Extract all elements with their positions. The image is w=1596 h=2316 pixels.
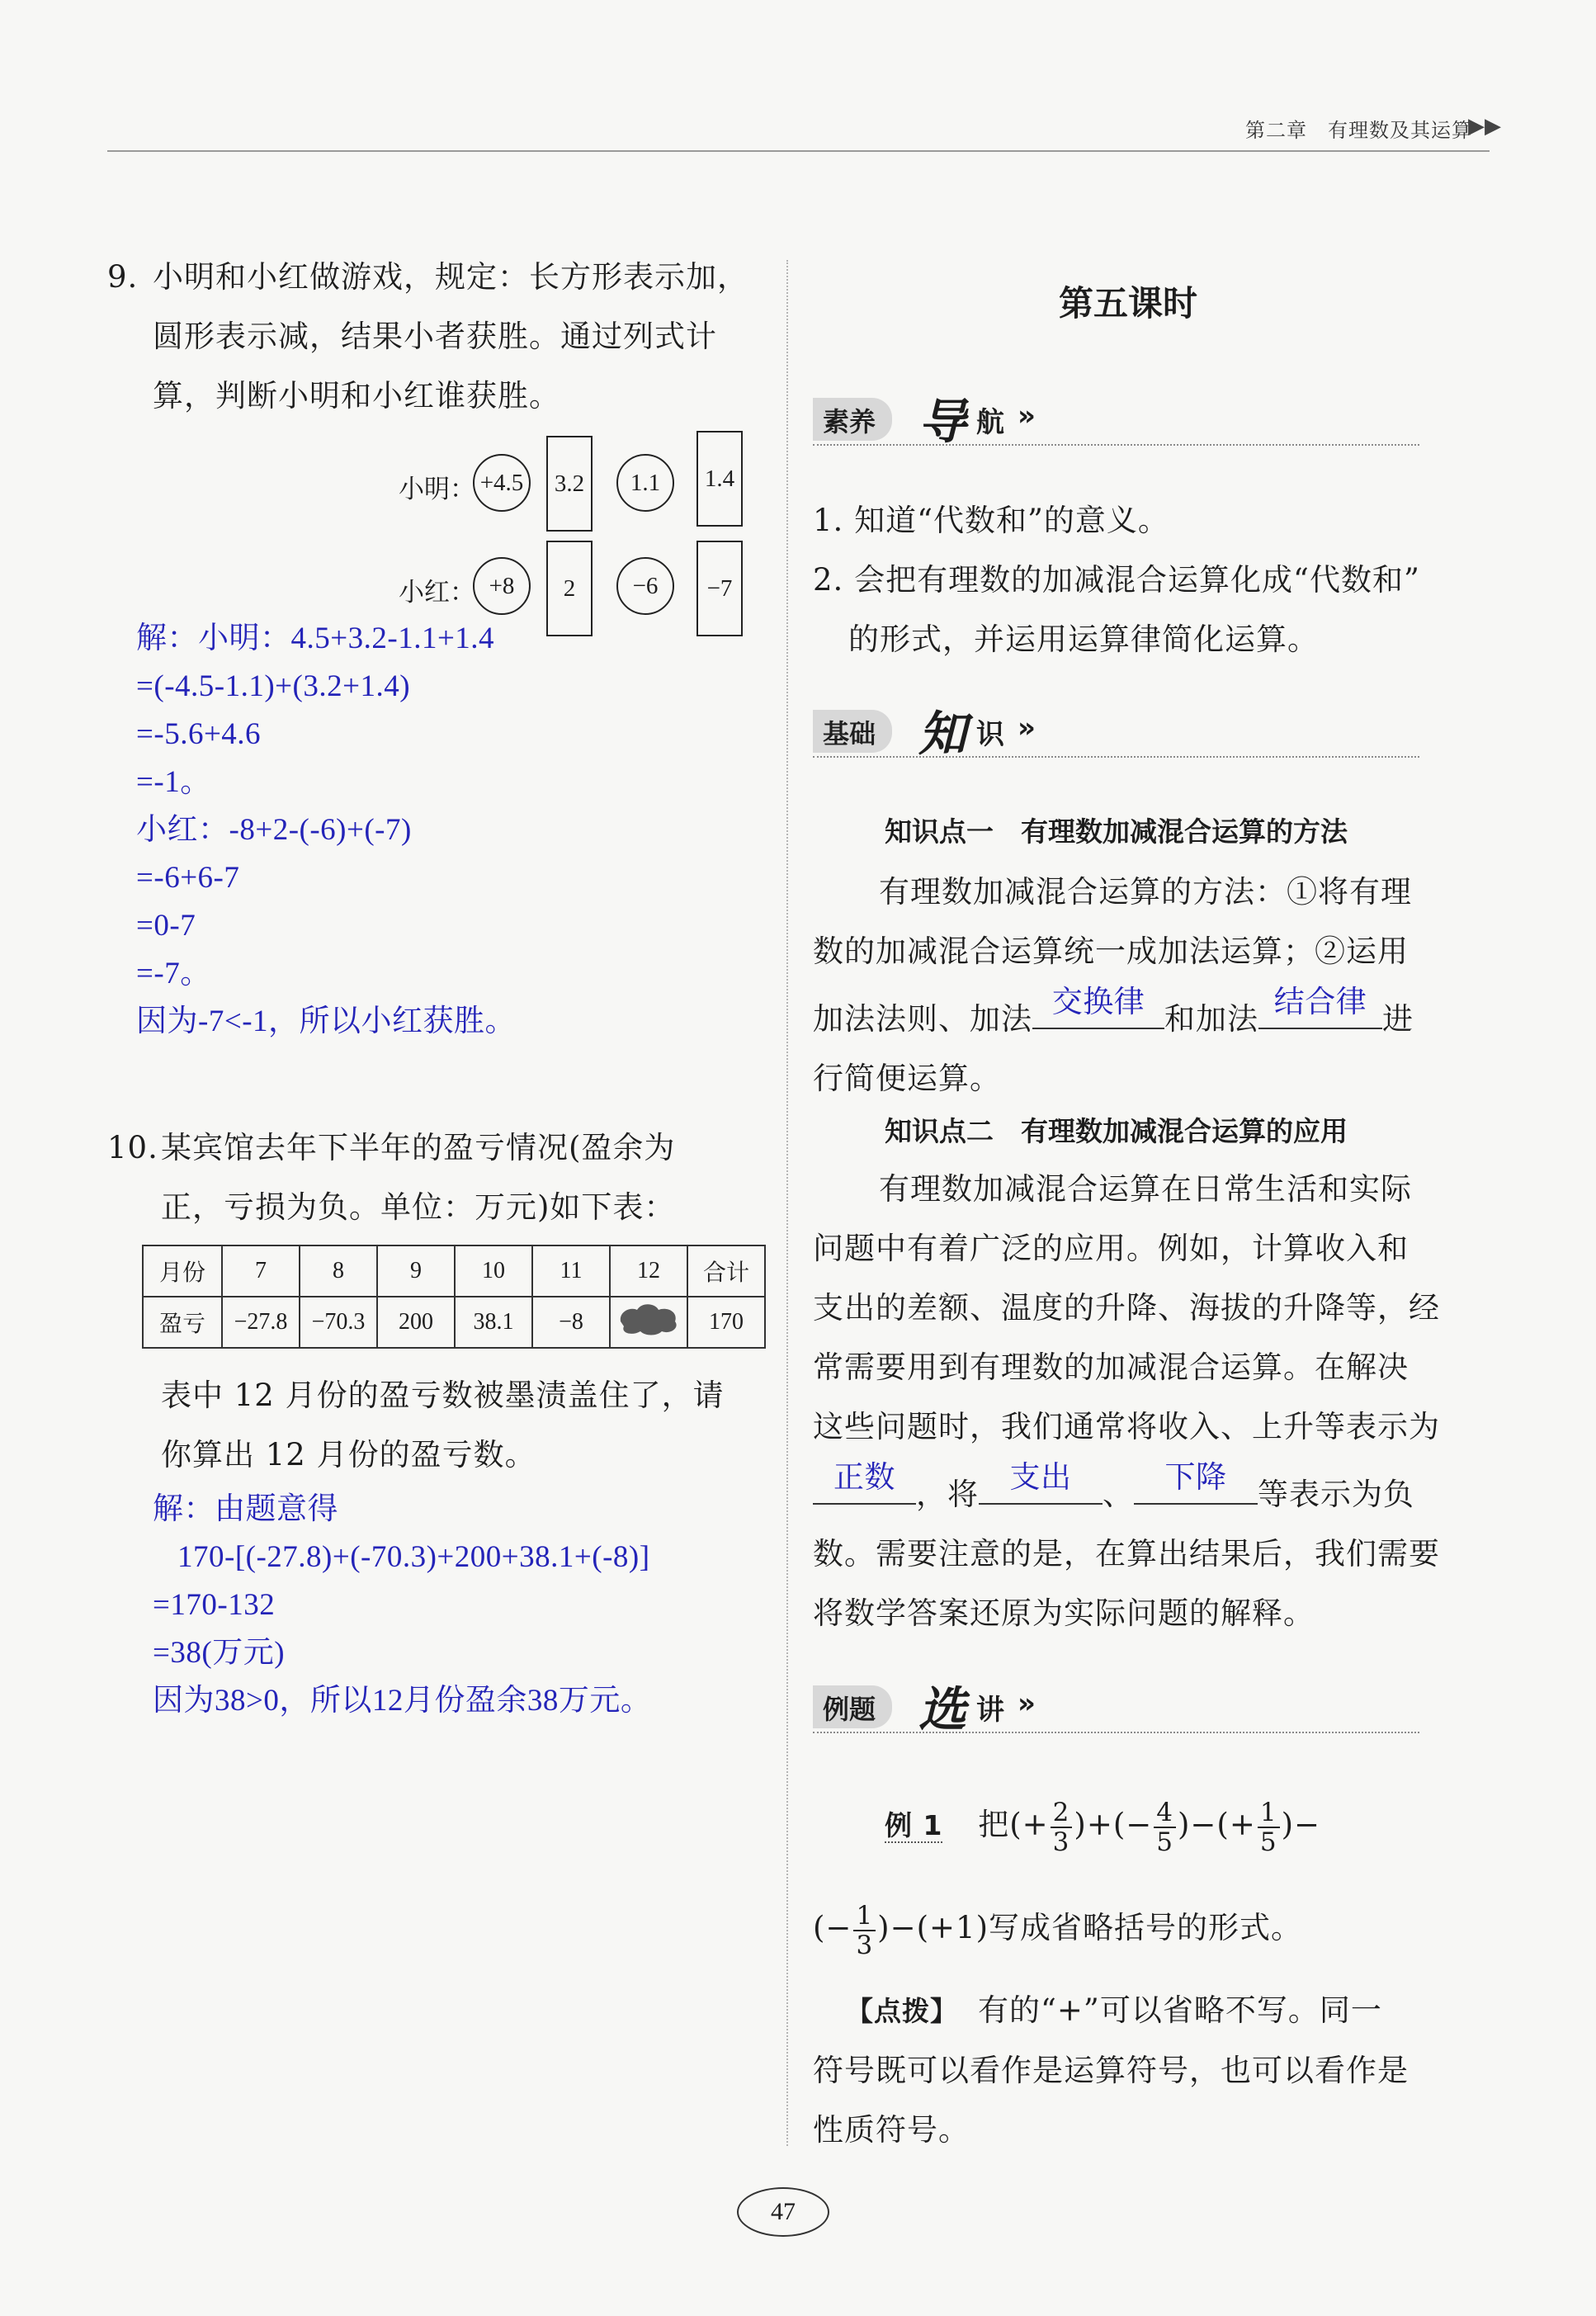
example-line1 — [885, 1795, 1479, 1856]
table-cell: −70.3 — [300, 1297, 377, 1348]
table-row — [143, 1297, 765, 1348]
example-text: )+(− — [1074, 1807, 1153, 1842]
kp1-text: 进 — [1382, 1001, 1414, 1037]
q10-answer-line: 解：由题意得 — [153, 1492, 338, 1526]
numerator: 2 — [1051, 1798, 1073, 1828]
hint-block — [813, 1981, 1473, 2160]
kp1-text: 加法法则、加法 — [813, 1001, 1032, 1037]
learning-goals — [813, 491, 1473, 669]
table-row — [143, 1245, 765, 1297]
q9-answer-line: =-5.6+4.6 — [136, 717, 262, 751]
fraction — [1258, 1798, 1280, 1856]
fraction — [853, 1902, 876, 1959]
table-cell: 9 — [377, 1245, 455, 1297]
ming-rect-1: 3.2 — [546, 436, 593, 532]
table-cell: 170 — [687, 1297, 765, 1348]
q10-answer-line: 170-[(-27.8)+(-70.3)+200+38.1+(-8)] — [177, 1540, 650, 1574]
banner-tail: 讲 — [976, 1694, 1004, 1727]
hint-text: 有的“+”可以省略不写。同一 — [978, 1992, 1382, 2028]
banner-dotted-rule — [813, 1732, 1419, 1733]
numerator: 1 — [853, 1902, 876, 1931]
ming-label: 小明： — [399, 475, 475, 504]
q9-stem — [153, 248, 763, 426]
table-cell: 8 — [300, 1245, 377, 1297]
blank-answer: 正数 — [833, 1461, 895, 1495]
blank-field — [1032, 981, 1164, 1029]
kp2-line: 支出的差额、温度的升降、海拔的升降等，经 — [813, 1290, 1440, 1326]
numerator: 4 — [1154, 1798, 1176, 1828]
kp1-line: 有理数加减混合运算的方法：①将有理 — [879, 874, 1412, 910]
blank-answer: 下降 — [1164, 1461, 1227, 1495]
ming-circle-2: 1.1 — [616, 454, 674, 512]
kp1-body — [813, 863, 1473, 1108]
q10-answer-line: =38(万元) — [153, 1636, 286, 1670]
blank-field — [1258, 981, 1382, 1029]
ming-circle-1: +4.5 — [473, 454, 531, 512]
blank-field — [813, 1457, 916, 1505]
q10-answer-line: =170-132 — [153, 1588, 276, 1622]
column-divider — [786, 260, 788, 2146]
example-text: 把(+ — [978, 1807, 1049, 1842]
example-line2 — [813, 1898, 1473, 1959]
blank-answer: 交换律 — [1051, 985, 1145, 1019]
banner-pill: 例题 — [813, 1685, 892, 1728]
example-label: 例 1 — [885, 1809, 943, 1841]
banner-tail: 识 — [976, 718, 1004, 751]
banner-basic-knowledge — [813, 700, 1419, 762]
page-number: 47 — [737, 2187, 829, 2237]
blank-field — [979, 1457, 1103, 1505]
q10-stem — [161, 1118, 772, 1237]
hint-line: 性质符号。 — [813, 2112, 970, 2148]
header-arrow-icon: ▶▶ — [1468, 114, 1501, 139]
q9-answer-line: =-1。 — [136, 765, 211, 799]
kp1-line-blanks — [813, 981, 1473, 1049]
denominator: 3 — [856, 1930, 874, 1960]
banner-literacy-guide — [813, 388, 1419, 450]
numerator: 1 — [1258, 1798, 1280, 1828]
kp1-line: 行简便运算。 — [813, 1061, 1001, 1096]
kp2-line: 这些问题时，我们通常将收入、上升等表示为 — [813, 1409, 1440, 1444]
table-cell: 月份 — [143, 1245, 222, 1297]
q9-number: 9. — [107, 259, 139, 295]
kp1-line: 数的加减混合运算统一成加法运算；②运用 — [813, 933, 1409, 969]
kp2-text: 、 — [1103, 1477, 1134, 1512]
q10-number: 10. — [107, 1130, 158, 1165]
q10-line2: 正，亏损为负。单位：万元)如下表： — [161, 1189, 676, 1225]
hong-rect-1: 2 — [546, 541, 593, 636]
q10-line3: 表中 12 月份的盈亏数被墨渍盖住了，请 — [161, 1378, 725, 1413]
banner-dotted-rule — [813, 756, 1419, 758]
q9-line1: 小明和小红做游戏，规定：长方形表示加， — [153, 259, 748, 295]
chevron-icon: » — [1018, 399, 1036, 432]
table-cell: 11 — [532, 1245, 610, 1297]
chevron-icon: » — [1018, 711, 1036, 744]
goal-line: 2. 会把有理数的加减混合运算化成“代数和” — [813, 562, 1420, 598]
q10-stem-2 — [161, 1366, 772, 1485]
goal-line: 1. 知道“代数和”的意义。 — [813, 503, 1169, 538]
banner-big-char: 选 — [918, 1681, 967, 1737]
kp2-line: 有理数加减混合运算在日常生活和实际 — [879, 1171, 1412, 1207]
banner-dotted-rule — [813, 444, 1419, 446]
table-cell: 合计 — [687, 1245, 765, 1297]
table-cell: 10 — [455, 1245, 532, 1297]
chapter-header — [1245, 114, 1472, 143]
table-cell: 12 — [610, 1245, 687, 1297]
chapter-label: 第二章 — [1245, 119, 1307, 142]
q10-line4: 你算出 12 月份的盈亏数。 — [161, 1437, 536, 1472]
blank-answer: 支出 — [1009, 1461, 1072, 1495]
hint-line: 符号既可以看作是运算符号，也可以看作是 — [813, 2053, 1409, 2088]
q10-line1: 某宾馆去年下半年的盈亏情况(盈余为 — [161, 1130, 676, 1165]
example-text: (− — [813, 1910, 852, 1945]
ming-rect-2: 1.4 — [696, 431, 743, 527]
example-text: )−(+ — [1178, 1807, 1256, 1842]
hint-label: 【点拨】 — [846, 1995, 958, 2027]
q9-answer-line: 小红：-8+2-(-6)+(-7) — [136, 813, 412, 847]
hong-circle-2: −6 — [616, 557, 674, 615]
kp2-line: 将数学答案还原为实际问题的解释。 — [813, 1595, 1315, 1631]
q9-line3: 算，判断小明和小红谁获胜。 — [153, 378, 560, 414]
table-cell: 38.1 — [455, 1297, 532, 1348]
q9-answer-line: =0-7 — [136, 909, 196, 943]
table-cell: 盈亏 — [143, 1297, 222, 1348]
goal-line: 的形式，并运用运算律简化运算。 — [848, 622, 1319, 657]
table-cell: 7 — [222, 1245, 300, 1297]
kp2-line: 常需要用到有理数的加减混合运算。在解决 — [813, 1349, 1409, 1385]
example-text: )−(+1)写成省略括号的形式。 — [877, 1910, 1303, 1945]
chapter-title: 有理数及其运算 — [1328, 119, 1472, 142]
denominator: 5 — [1156, 1827, 1173, 1857]
blank-field — [1134, 1457, 1258, 1505]
q9-line2: 圆形表示减，结果小者获胜。通过列式计 — [153, 319, 717, 354]
table-cell: −8 — [532, 1297, 610, 1348]
profit-loss-table — [142, 1245, 766, 1349]
denominator: 3 — [1052, 1827, 1070, 1857]
q9-answer — [136, 615, 516, 1046]
q10-answer — [153, 1486, 651, 1725]
q9-answer-line: 解：小明：4.5+3.2-1.1+1.4 — [136, 622, 495, 655]
banner-example — [813, 1676, 1419, 1735]
blank-answer: 结合律 — [1273, 985, 1367, 1019]
q9-answer-line: =(-4.5-1.1)+(3.2+1.4) — [136, 669, 411, 703]
q9-answer-line: 因为-7<-1，所以小红获胜。 — [136, 1004, 517, 1038]
q9-answer-line: =-7。 — [136, 957, 211, 990]
example-text: )− — [1281, 1807, 1321, 1842]
banner-big-char: 导 — [918, 394, 967, 450]
kp1-text: 和加法 — [1164, 1001, 1258, 1037]
banner-pill: 基础 — [813, 710, 892, 753]
hong-circle-1: +8 — [473, 557, 531, 615]
banner-tail: 航 — [976, 406, 1004, 439]
kp2-text: 等表示为负 — [1258, 1477, 1414, 1512]
header-rule — [107, 150, 1490, 152]
fraction — [1051, 1798, 1073, 1856]
table-cell: 200 — [377, 1297, 455, 1348]
kp2-text: ，将 — [916, 1477, 979, 1512]
hint-line — [813, 1981, 1473, 2041]
q9-answer-line: =-6+6-7 — [136, 861, 240, 895]
ink-blot-icon — [616, 1300, 682, 1338]
banner-big-char: 知 — [918, 706, 967, 762]
banner-pill: 素养 — [813, 398, 892, 441]
chevron-icon: » — [1018, 1687, 1036, 1720]
ink-blot-cell — [610, 1297, 687, 1348]
hong-rect-2: −7 — [696, 541, 743, 636]
q10-answer-line: 因为38>0，所以12月份盈余38万元。 — [153, 1684, 652, 1718]
denominator: 5 — [1259, 1827, 1277, 1857]
kp2-line-blanks — [813, 1457, 1473, 1524]
kp2-line: 数。需要注意的是，在算出结果后，我们需要 — [813, 1536, 1440, 1572]
table-cell: −27.8 — [222, 1297, 300, 1348]
kp2-title: 知识点二 有理数加减混合运算的应用 — [885, 1115, 1348, 1147]
kp2-line: 问题中有着广泛的应用。例如，计算收入和 — [813, 1231, 1409, 1266]
fraction — [1154, 1798, 1176, 1856]
hong-label: 小红： — [399, 578, 475, 607]
kp2-body — [813, 1160, 1473, 1643]
kp1-title: 知识点一 有理数加减混合运算的方法 — [885, 815, 1348, 848]
lesson-title: 第五课时 — [1059, 283, 1198, 324]
